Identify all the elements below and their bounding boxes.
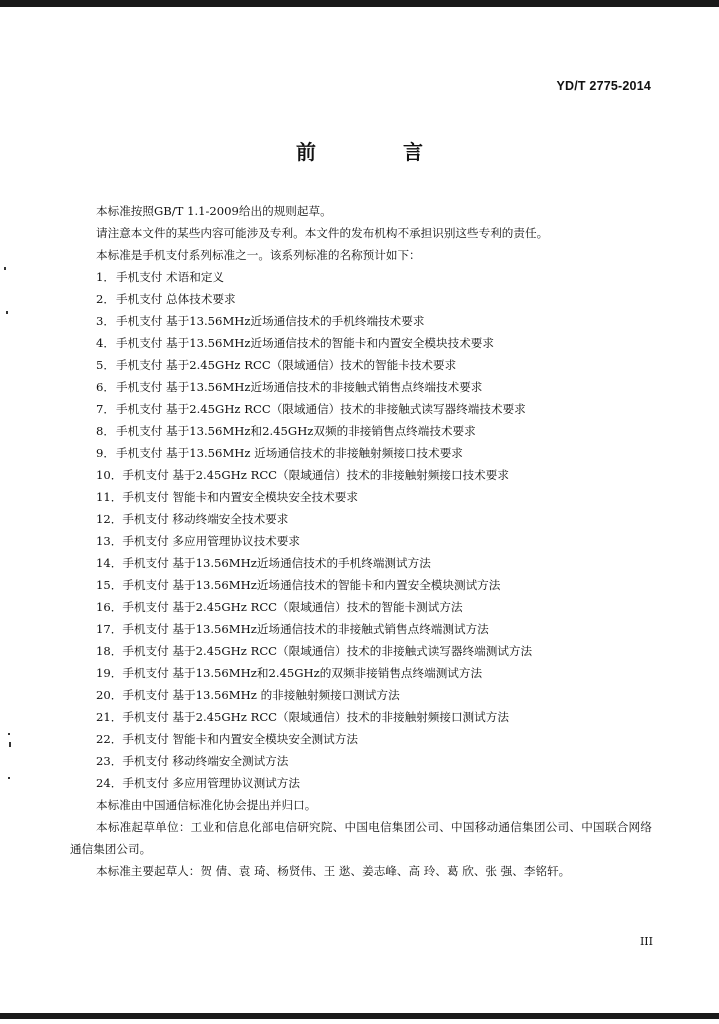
list-item	[70, 640, 652, 662]
list-item-text: 手机支付 基于13.56MHz近场通信技术的智能卡和内置安全模块技术要求	[116, 336, 494, 350]
scan-mark	[8, 733, 10, 735]
paragraph-drafting-rules: 本标准按照GB/T 1.1-2009给出的规则起草。	[96, 204, 332, 218]
list-item-number: 13．	[96, 534, 123, 548]
list-item-number: 24．	[96, 776, 123, 790]
list-item-text: 手机支付 移动终端安全技术要求	[122, 512, 289, 526]
list-item-number: 5．	[96, 358, 115, 372]
list-item-text: 手机支付 基于13.56MHz 的非接触射频接口测试方法	[122, 688, 400, 702]
list-item	[70, 508, 652, 530]
list-item-number: 20．	[96, 688, 123, 702]
list-item-number: 17．	[96, 622, 123, 636]
paragraph-drafting-units: 本标准起草单位：工业和信息化部电信研究院、中国电信集团公司、中国移动通信集团公司、中国联合网络通信集团公司。	[70, 820, 652, 856]
list-item-text: 手机支付 基于13.56MHz近场通信技术的非接触式销售点终端技术要求	[116, 380, 483, 394]
list-item	[70, 552, 652, 574]
list-item	[70, 332, 652, 354]
list-item-text: 手机支付 智能卡和内置安全模块安全技术要求	[122, 490, 358, 504]
list-item-text: 手机支付 基于13.56MHz和2.45GHz的双频非接销售点终端测试方法	[122, 666, 483, 680]
list-item	[70, 706, 652, 728]
list-item	[70, 662, 652, 684]
list-item-number: 7．	[96, 402, 115, 416]
list-item-number: 2．	[96, 292, 115, 306]
standard-code: YD/T 2775-2014	[556, 79, 651, 93]
scan-mark	[6, 311, 8, 314]
list-item-text: 手机支付 基于2.45GHz RCC（限域通信）技术的智能卡技术要求	[116, 358, 457, 372]
paragraph-series-intro: 本标准是手机支付系列标准之一。该系列标准的名称预计如下：	[96, 248, 421, 262]
list-item	[70, 288, 652, 310]
page-title: 前 言	[296, 140, 463, 164]
list-item-text: 手机支付 移动终端安全测试方法	[122, 754, 289, 768]
scan-mark	[4, 267, 6, 270]
list-item-number: 12．	[96, 512, 123, 526]
list-item-text: 手机支付 多应用管理协议技术要求	[122, 534, 300, 548]
list-item-number: 8．	[96, 424, 115, 438]
paragraph-patent-notice: 请注意本文件的某些内容可能涉及专利。本文件的发布机构不承担识别这些专利的责任。	[96, 226, 549, 240]
list-item-text: 手机支付 总体技术要求	[116, 292, 236, 306]
bottom-border-rule	[0, 1013, 719, 1019]
scan-mark	[9, 742, 11, 747]
page-number: III	[639, 935, 653, 948]
list-item	[70, 376, 652, 398]
list-item-number: 3．	[96, 314, 115, 328]
list-item	[70, 596, 652, 618]
list-item-number: 18．	[96, 644, 123, 658]
list-item-text: 手机支付 基于13.56MHz近场通信技术的非接触式销售点终端测试方法	[122, 622, 489, 636]
list-item	[70, 266, 652, 288]
list-item-text: 手机支付 基于13.56MHz 近场通信技术的非接触射频接口技术要求	[116, 446, 463, 460]
list-item	[70, 442, 652, 464]
list-item-number: 19．	[96, 666, 123, 680]
list-item-number: 11．	[96, 490, 123, 504]
list-item	[70, 354, 652, 376]
list-item	[70, 530, 652, 552]
paragraph-proposer: 本标准由中国通信标准化协会提出并归口。	[96, 798, 317, 812]
list-item	[70, 486, 652, 508]
list-item-number: 1．	[96, 270, 115, 284]
list-item-text: 手机支付 基于2.45GHz RCC（限域通信）技术的非接触式读写器终端测试方法	[122, 644, 533, 658]
standard-series-list	[70, 266, 652, 794]
document-body	[70, 200, 652, 882]
list-item	[70, 772, 652, 794]
list-item	[70, 618, 652, 640]
list-item	[70, 728, 652, 750]
list-item-number: 15．	[96, 578, 123, 592]
list-item	[70, 574, 652, 596]
list-item-text: 手机支付 智能卡和内置安全模块安全测试方法	[122, 732, 358, 746]
list-item-text: 手机支付 基于2.45GHz RCC（限域通信）技术的非接触射频接口测试方法	[122, 710, 509, 724]
list-item-number: 9．	[96, 446, 115, 460]
list-item-number: 6．	[96, 380, 115, 394]
list-item-text: 手机支付 基于13.56MHz近场通信技术的手机终端测试方法	[122, 556, 431, 570]
list-item-text: 手机支付 基于2.45GHz RCC（限域通信）技术的非接触射频接口技术要求	[122, 468, 509, 482]
list-item-number: 14．	[96, 556, 123, 570]
list-item	[70, 750, 652, 772]
list-item-number: 21．	[96, 710, 123, 724]
list-item-text: 手机支付 基于2.45GHz RCC（限域通信）技术的非接触式读写器终端技术要求	[116, 402, 526, 416]
list-item-number: 22．	[96, 732, 123, 746]
list-item	[70, 684, 652, 706]
scan-mark	[8, 777, 10, 779]
list-item-text: 手机支付 术语和定义	[116, 270, 225, 284]
list-item	[70, 310, 652, 332]
paragraph-drafters: 本标准主要起草人：贺 倩、袁 琦、杨贤伟、王 逖、姜志峰、高 玲、葛 欣、张 强、李铭轩。	[96, 864, 571, 878]
list-item-number: 23．	[96, 754, 123, 768]
list-item-text: 手机支付 基于13.56MHz和2.45GHz双频的非接销售点终端技术要求	[116, 424, 476, 438]
list-item-text: 手机支付 基于2.45GHz RCC（限域通信）技术的智能卡测试方法	[122, 600, 463, 614]
list-item-number: 16．	[96, 600, 123, 614]
list-item-number: 4．	[96, 336, 115, 350]
list-item-text: 手机支付 基于13.56MHz近场通信技术的智能卡和内置安全模块测试方法	[122, 578, 501, 592]
list-item-text: 手机支付 基于13.56MHz近场通信技术的手机终端技术要求	[116, 314, 425, 328]
top-border-rule	[0, 0, 719, 7]
list-item-text: 手机支付 多应用管理协议测试方法	[122, 776, 300, 790]
list-item	[70, 464, 652, 486]
list-item-number: 10．	[96, 468, 123, 482]
list-item	[70, 398, 652, 420]
list-item	[70, 420, 652, 442]
